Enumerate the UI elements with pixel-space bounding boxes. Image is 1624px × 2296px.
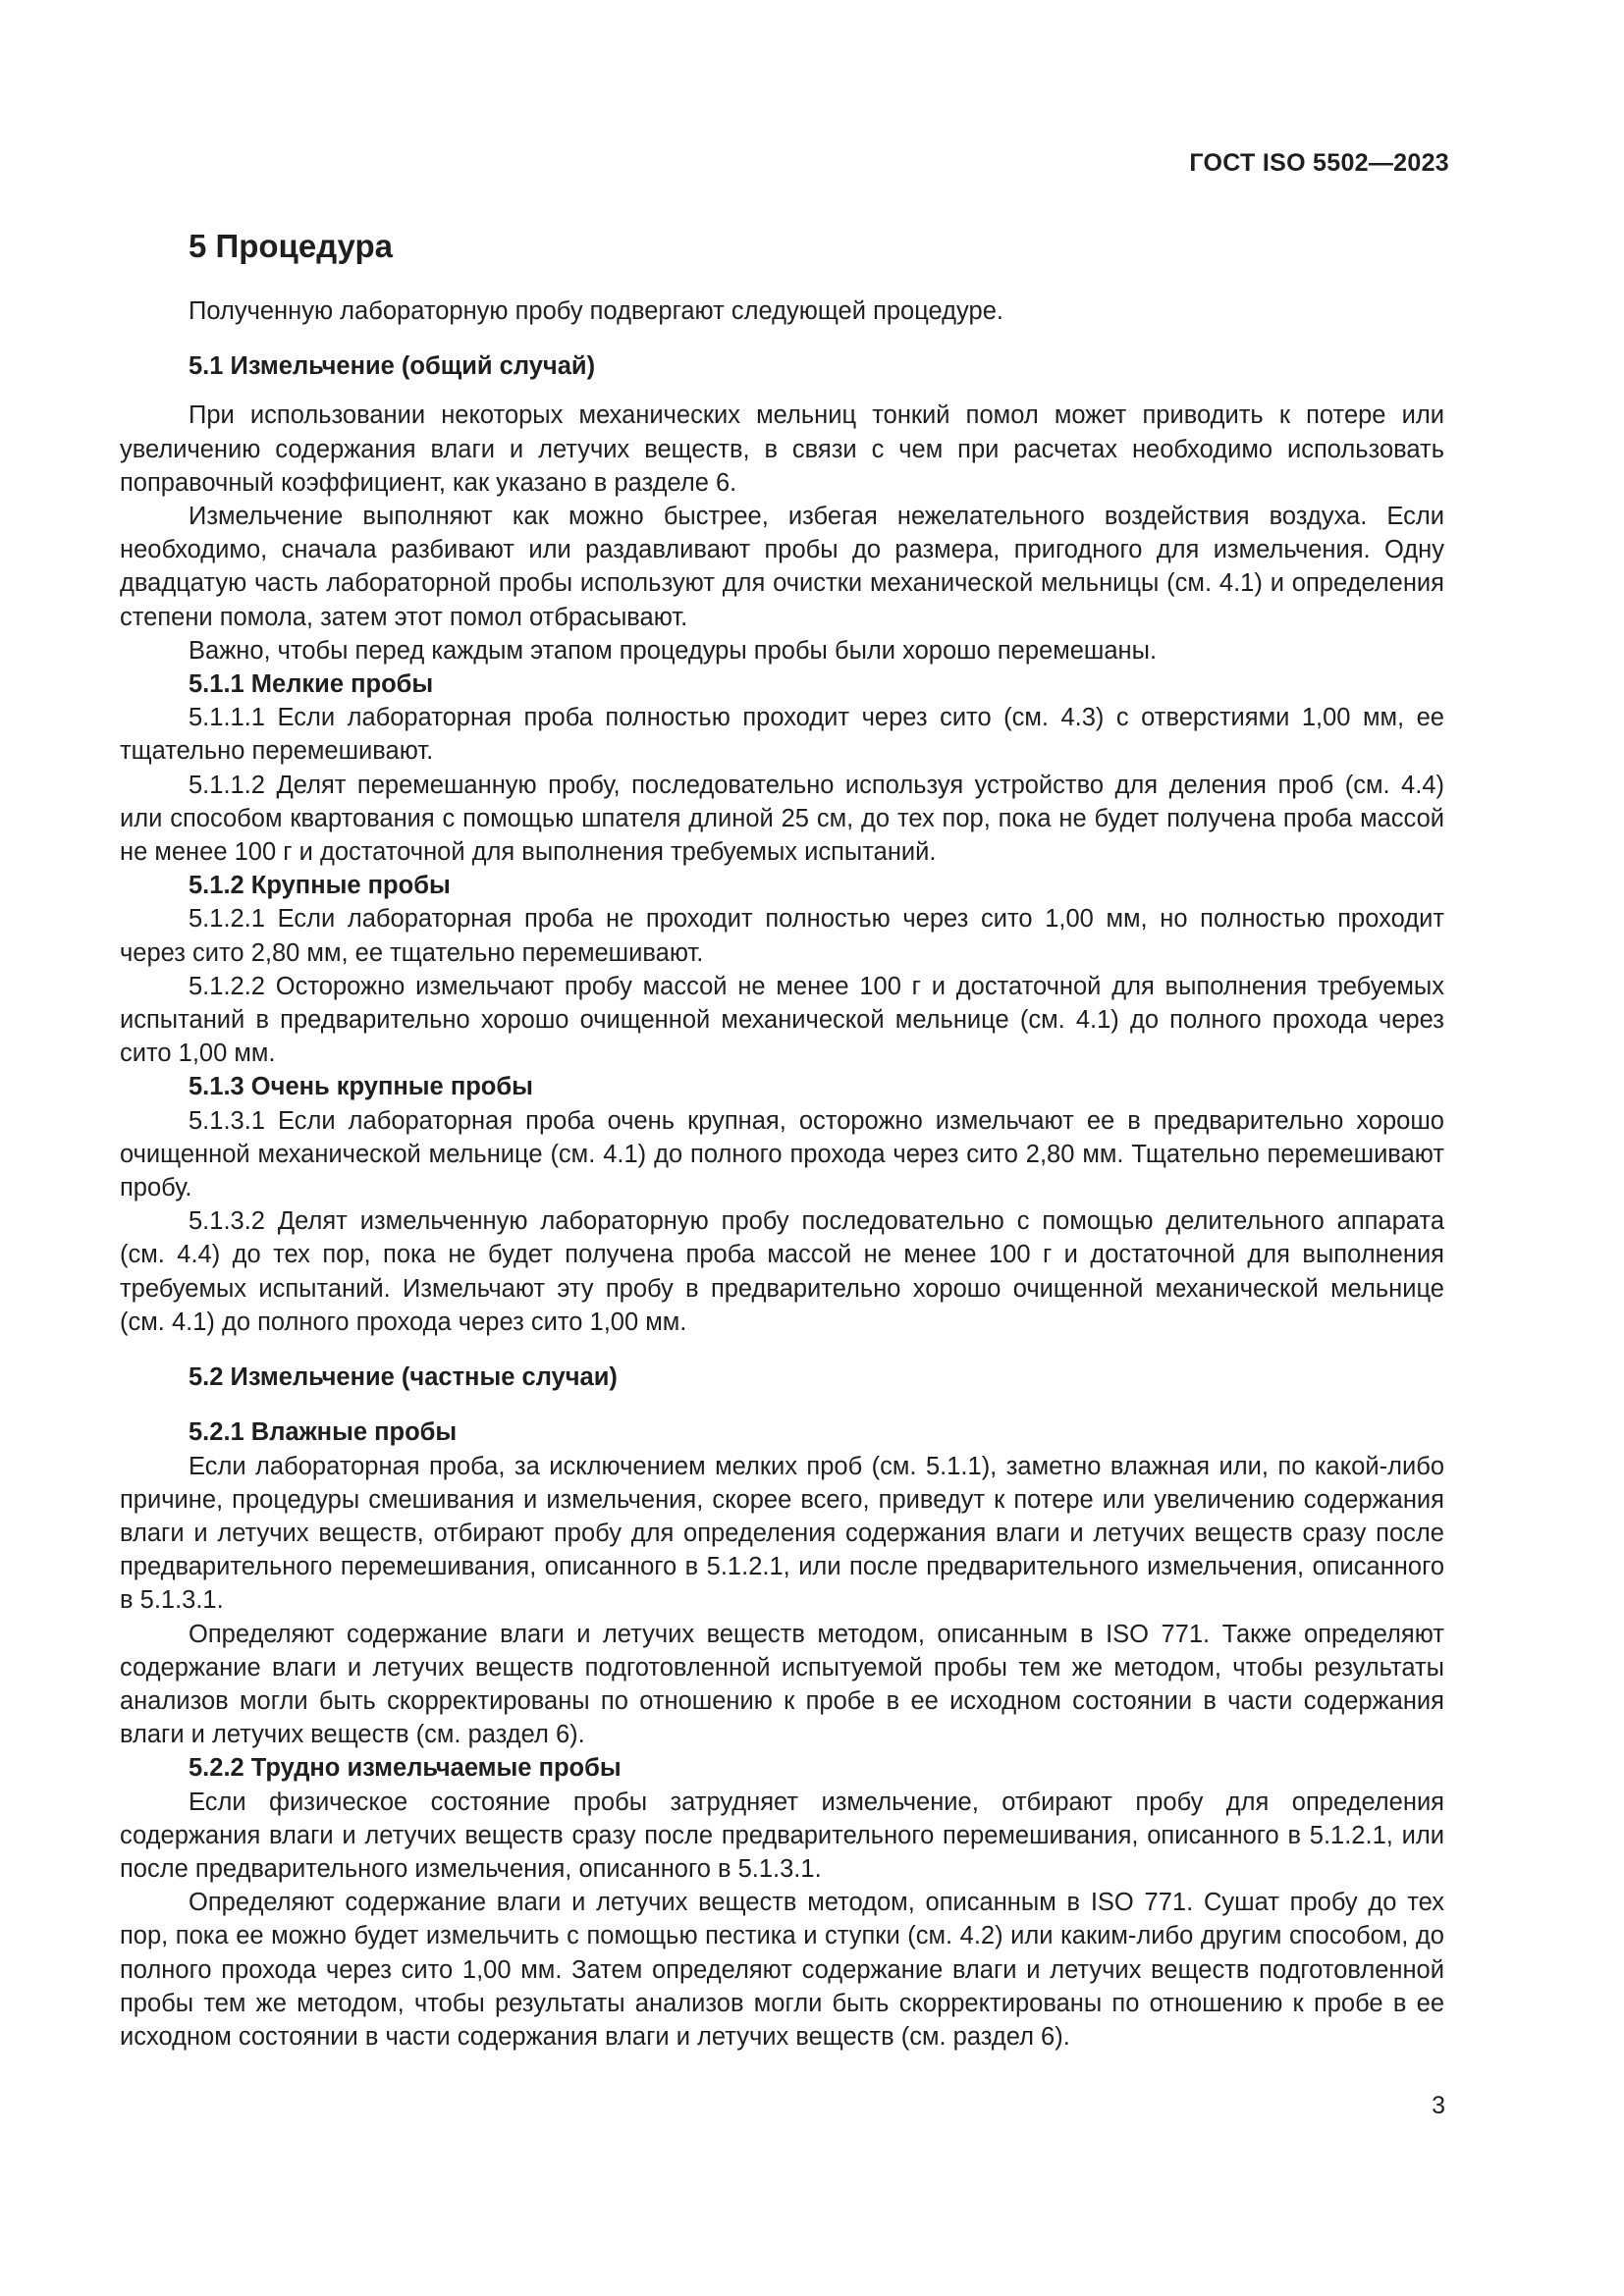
clause-5-1-2-1: 5.1.2.1 Если лабораторная проба не проходит полностью через сито 1,00 мм, но полностью проходит через сито 2,80 мм, ее тщательно перемешивают.: [120, 905, 1444, 967]
clause-5-1-2-2: 5.1.2.2 Осторожно измельчают пробу массой не менее 100 г и достаточной для выполнения требуемых испытаний в предварительно хорошо очищенной механической мельнице (см. 4.1) до полного прохода через сито 1,00 мм.: [120, 972, 1444, 1068]
clause-5-1-3-1: 5.1.3.1 Если лабораторная проба очень крупная, осторожно измельчают ее в предварительно хорошо очищенной механической мельнице (см. 4.1) до полного прохода через сито 2,80 мм. Тщательно перемешивают пробу.: [120, 1106, 1444, 1202]
section-intro: Полученную лабораторную пробу подвергают следующей процедуре.: [189, 297, 1003, 325]
clause-5-1-1-1: 5.1.1.1 Если лабораторная проба полностью проходит через сито (см. 4.3) с отверстиями 1,00 мм, ее тщательно перемешивают.: [120, 704, 1444, 766]
subsection-title-5-2-2: 5.2.2 Трудно измельчаемые пробы: [189, 1754, 622, 1783]
page-number: 3: [1432, 2092, 1445, 2119]
paragraph-5-2-1-a: Если лабораторная проба, за исключением мелких проб (см. 5.1.1), заметно влажная или, по какой-либо причине, процедуры смешивания и измельчения, скорее всего, приведут к потере или увеличению содержания влаги и летучих веществ, отбирают пробу для определения содержания влаги и летучих веществ сразу после предварительного перемешивания, описанного в 5.1.2.1, или после предварительного измельчения, описанного в 5.1.3.1.: [120, 1452, 1444, 1615]
paragraph-5-2-2-b: Определяют содержание влаги и летучих веществ методом, описанным в ISO 771. Сушат пробу до тех пор, пока ее можно будет измельчить с помощью пестика и ступки (см. 4.2) или каким-либо другим способом, до полного прохода через сито 1,00 мм. Затем определяют содержание влаги и летучих веществ подготовленной пробы тем же методом, чтобы результаты анализов могли быть скорректированы по отношению к пробе в ее исходном состоянии в части содержания влаги и летучих веществ (см. раздел 6).: [120, 1889, 1444, 2051]
paragraph-5-2-1-b: Определяют содержание влаги и летучих веществ методом, описанным в ISO 771. Также определяют содержание влаги и летучих веществ подготовленной испытуемой пробы тем же методом, чтобы результаты анализов могли быть скорректированы по отношению к пробе в ее исходном состоянии в части содержания влаги и летучих веществ (см. раздел 6).: [120, 1620, 1444, 1749]
subsection-title-5-1: 5.1 Измельчение (общий случай): [189, 352, 596, 381]
subsection-title-5-1-3: 5.1.3 Очень крупные пробы: [189, 1073, 533, 1101]
subsection-title-5-1-2: 5.1.2 Крупные пробы: [189, 872, 451, 900]
paragraph-5-1-a: При использовании некоторых механических мельниц тонкий помол может приводить к потере или увеличению содержания влаги и летучих веществ, в связи с чем при расчетах необходимо использовать поправочный коэффициент, как указано в разделе 6.: [120, 401, 1444, 497]
clause-5-1-1-2: 5.1.1.2 Делят перемешанную пробу, последовательно используя устройство для деления проб (см. 4.4) или способом квартования с помощью шпателя длиной 25 см, до тех пор, пока не будет получена проба массой не менее 100 г и достаточной для выполнения требуемых испытаний.: [120, 771, 1444, 867]
paragraph-5-2-2-a: Если физическое состояние пробы затрудняет измельчение, отбирают пробу для определения содержания влаги и летучих веществ сразу после предварительного перемешивания, описанного в 5.1.2.1, или после предварительного измельчения, описанного в 5.1.3.1.: [120, 1788, 1444, 1883]
paragraph-5-1-b: Измельчение выполняют как можно быстрее, избегая нежелательного воздействия воздуха. Если необходимо, сначала разбивают или раздавливают пробы до размера, пригодного для измельчения. Одну двадцатую часть лабораторной пробы используют для очистки механической мельницы (см. 4.1) и определения степени помола, затем этот помол отбрасывают.: [120, 503, 1444, 631]
subsection-title-5-2: 5.2 Измельчение (частные случаи): [189, 1363, 618, 1392]
clause-5-1-3-2: 5.1.3.2 Делят измельченную лабораторную пробу последовательно с помощью делительного аппарата (см. 4.4) до тех пор, пока не будет получена проба массой не менее 100 г и достаточной для выполнения требуемых испытаний. Измельчают эту пробу в предварительно хорошо очищенной механической мельнице (см. 4.1) до полного прохода через сито 1,00 мм.: [120, 1207, 1444, 1336]
paragraph-5-1-c: Важно, чтобы перед каждым этапом процедуры пробы были хорошо перемешаны.: [189, 636, 1158, 665]
document-designation: ГОСТ ISO 5502—2023: [1189, 149, 1449, 177]
subsection-title-5-2-1: 5.2.1 Влажные пробы: [189, 1418, 458, 1447]
section-title: 5 Процедура: [189, 228, 393, 264]
page-body: [120, 224, 1444, 2054]
subsection-title-5-1-1: 5.1.1 Мелкие пробы: [189, 670, 434, 699]
